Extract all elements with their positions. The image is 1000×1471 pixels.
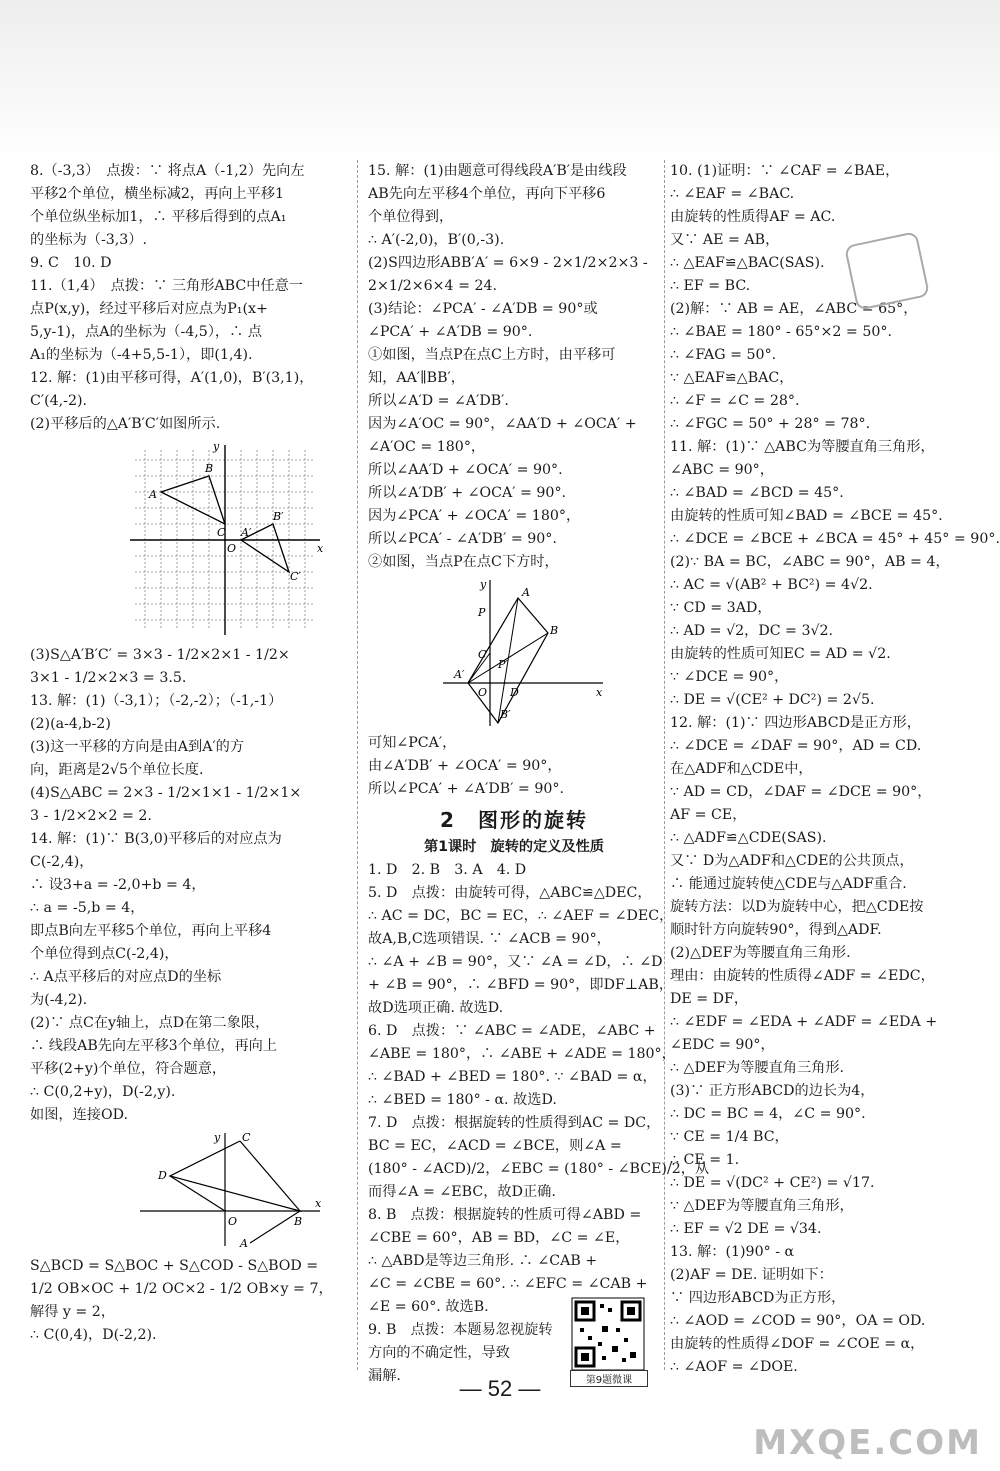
text-line: 12. 解：(1)由平移可得，A′(1,0)，B′(3,1)，: [30, 370, 314, 386]
vertex-label: A: [522, 586, 530, 599]
text-line: 因为∠A′OC = 90°，∠AA′D + ∠OCA′ +: [368, 416, 637, 432]
vertex-label: P′: [498, 658, 508, 671]
text-line: ∴ a = -5,b = 4，: [30, 900, 145, 916]
text-line: ∴ △ABD是等边三角形. ∴ ∠CAB +: [368, 1253, 598, 1269]
text-line: ∴ ∠EDF = ∠EDA + ∠ADF = ∠EDA +: [670, 1014, 938, 1030]
vertex-label: D: [158, 1169, 167, 1182]
text-line: BC = EC，∠ACD = ∠BCE，则∠A =: [368, 1138, 622, 1154]
text-line: 8.（-3,3） 点拨：∵ 将点A（-1,2）先向左: [30, 163, 305, 179]
text-line: 9. B 点拨：本题易忽视旋转: [368, 1322, 553, 1338]
text-line: 13. 解：(1)90° - α: [670, 1244, 795, 1260]
text-line: ∠PCA′ + ∠A′DB = 90°.: [368, 324, 533, 340]
vertex-label: B: [550, 624, 559, 637]
text-line: ∵ AD = CD，∠DAF = ∠DCE = 90°，: [670, 784, 932, 800]
axis-x-label: x: [596, 686, 603, 699]
page-number: — 52 —: [459, 1376, 541, 1401]
text-line: 15. 解：(1)由题意可得线段A′B′是由线段: [368, 163, 627, 179]
text-line: ∴ EF = BC.: [670, 278, 751, 294]
vertex-label: A′: [454, 668, 465, 681]
text-line: 10. (1)证明：∵ ∠CAF = ∠BAE，: [670, 163, 900, 179]
axis-x-label: x: [315, 1197, 322, 1210]
text-line: ∴ ∠F = ∠C = 28°.: [670, 393, 800, 409]
text-line: 12. 解：(1)∵ 四边形ABCD是正方形，: [670, 715, 921, 731]
text-line: ∴ ∠AOF = ∠DOE.: [670, 1359, 798, 1375]
text-line: DE = DF，: [670, 991, 749, 1007]
text-line: (180° - ∠ACD)/2，∠EBC = (180° - ∠BCE)/2，从: [368, 1161, 710, 1177]
text-line: 由旋转的性质可知EC = AD = √2.: [670, 646, 891, 662]
vertex-label: B′: [273, 510, 284, 523]
text-line: 3 - 1/2×2×2 = 2.: [30, 808, 152, 824]
text-line: ∴ △EAF≌△BAC(SAS).: [670, 255, 825, 271]
text-line: 5. D 点拨：由旋转可得，△ABC≌△DEC，: [368, 885, 652, 901]
text-line: 所以∠AA′D + ∠OCA′ = 90°.: [368, 462, 563, 478]
text-line: S△BCD = S△BOC + S△COD - S△BOD =: [30, 1258, 319, 1274]
text-line: 所以∠A′DB′ + ∠OCA′ = 90°.: [368, 485, 567, 501]
text-line: 在△ADF和△CDE中，: [670, 761, 813, 777]
text-line: 方向的不确定性，导致: [368, 1345, 510, 1361]
text-line: ∴ ∠BAE = 180° - 65°×2 = 50°.: [670, 324, 892, 340]
text-line: 由旋转的性质得∠DOF = ∠COE = α，: [670, 1336, 925, 1352]
text-line: ∴ A′(-2,0)，B′(0,-3).: [368, 232, 505, 248]
text-line: ∴ ∠FGC = 50° + 28° = 78°.: [670, 416, 871, 432]
text-line: ∴ ∠BAD + ∠BED = 180°. ∵ ∠BAD = α，: [368, 1069, 657, 1085]
text-line: 可知∠PCA′，: [368, 735, 457, 751]
text-line: 所以∠PCA′ + ∠A′DB′ = 90°.: [368, 781, 564, 797]
text-line: ∠A′OC = 180°，: [368, 439, 486, 455]
vertex-label: C: [217, 526, 226, 539]
text-line: 由旋转的性质可知∠BAD = ∠BCE = 45°.: [670, 508, 943, 524]
lesson-title: 第1课时 旋转的定义及性质: [423, 839, 605, 855]
text-line: ∴ ∠DCE = ∠DAF = 90°，AD = CD.: [670, 738, 922, 754]
origin-label: O: [228, 1215, 238, 1228]
vertex-label: B: [294, 1215, 303, 1228]
text-line: 因为∠PCA′ + ∠OCA′ = 180°，: [368, 508, 581, 524]
text-line: ∠EDC = 90°，: [670, 1037, 775, 1053]
text-line: ∠E = 60°. 故选B.: [368, 1299, 489, 1315]
text-line: ∴ DC = BC = 4，∠C = 90°.: [670, 1106, 866, 1122]
text-line: ∴ C(0,4)，D(-2,2).: [30, 1327, 157, 1343]
text-line: 旋转方法：以D为旋转中心，把△CDE按: [670, 899, 924, 915]
text-line: (4)S△ABC = 2×3 - 1/2×1×1 - 1/2×1×: [30, 785, 302, 801]
text-line: ∴ ∠BED = 180° - α. 故选D.: [368, 1092, 557, 1108]
text-line: ∴ 能通过旋转使△CDE与△ADF重合.: [670, 876, 907, 892]
text-line: 向，距离是2√5个单位长度.: [30, 762, 204, 778]
text-line: 平移(2+y)个单位，符合题意，: [30, 1061, 227, 1077]
text-line: (2)(a-4,b-2): [30, 716, 111, 732]
axis-y-label: y: [213, 440, 220, 453]
text-line: C′(4,-2).: [30, 393, 88, 409]
text-line: 所以∠A′D = ∠A′DB′.: [368, 393, 509, 409]
text-line: 即点B向左平移5个单位，再向上平移4: [30, 923, 272, 939]
text-line: 漏解.: [368, 1368, 401, 1384]
text-line: (2)∵ 点C在y轴上，点D在第二象限，: [30, 1015, 270, 1031]
text-line: ∴ △DEF为等腰直角三角形.: [670, 1060, 845, 1076]
section-title: 2 图形的旋转: [440, 808, 588, 832]
qr-code-icon[interactable]: [572, 1298, 644, 1370]
text-line: ∠CBE = 60°，AB = BD，∠C = ∠E，: [368, 1230, 630, 1246]
text-line: ∵ CE = 1/4 BC，: [670, 1129, 789, 1145]
text-line: 14. 解：(1)∵ B(3,0)平移后的对应点为: [30, 831, 282, 847]
text-line: 又∵ AE = AB，: [670, 232, 780, 248]
text-line: ∵ △DEF为等腰直角三角形，: [670, 1198, 854, 1214]
text-line: ∴ ∠BAD = ∠BCD = 45°.: [670, 485, 844, 501]
vertex-label: C: [478, 648, 487, 661]
text-line: ∵ CD = 3AD，: [670, 600, 772, 616]
text-line: 6. D 点拨：∵ ∠ABC = ∠ADE，∠ABC +: [368, 1023, 656, 1039]
text-line: 而得∠A = ∠EBC，故D正确.: [368, 1184, 556, 1200]
text-line: 1/2 OB×OC + 1/2 OC×2 - 1/2 OB×y = 7，: [30, 1281, 333, 1297]
text-line: 如图，连接OD.: [30, 1107, 128, 1123]
text-line: 11.（1,4） 点拨：∵ 三角形ABC中任意一: [30, 278, 303, 294]
text-line: ∴ EF = √2 DE = √34.: [670, 1221, 822, 1237]
column-right: [670, 160, 1000, 1379]
text-line: ∴ ∠A + ∠B = 90°，又∵ ∠A = ∠D，∴ ∠D: [368, 954, 663, 970]
column-divider: [357, 160, 358, 1370]
text-line: ∠ABC = 90°，: [670, 462, 774, 478]
text-line: 7. D 点拨：根据旋转的性质得到AC = DC，: [368, 1115, 661, 1131]
text-line: 故D选项正确. 故选D.: [368, 1000, 504, 1016]
text-line: ∵ △EAF≌△BAC，: [670, 370, 794, 386]
text-line: ∴ DE = √(DC² + CE²) = √17.: [670, 1175, 875, 1191]
origin-label: O: [478, 686, 488, 699]
text-line: 点P(x,y)，经过平移后对应点为P₁(x+: [30, 301, 268, 317]
text-line: ∴ C(0,2+y)，D(-2,y).: [30, 1084, 176, 1100]
vertex-label: C: [242, 1131, 251, 1144]
text-line: 又∵ D为△ADF和△CDE的公共顶点，: [670, 853, 914, 869]
text-line: ②如图，当点P在点C下方时，: [368, 554, 559, 570]
text-line: ∴ AC = √(AB² + BC²) = 4√2.: [670, 577, 873, 593]
text-line: ∴ ∠FAG = 50°.: [670, 347, 777, 363]
axis-x-label: x: [317, 542, 324, 555]
column-left: [30, 160, 350, 1347]
text-line: (3)这一平移的方向是由A到A′的方: [30, 739, 245, 755]
vertex-label: A: [240, 1237, 248, 1250]
text-line: 故A,B,C选项错误. ∵ ∠ACB = 90°，: [368, 931, 611, 947]
vertex-label: D: [510, 686, 519, 699]
text-line: AB先向左平移4个单位，再向下平移6: [368, 186, 606, 202]
text-line: C(-2,4)，: [30, 854, 94, 870]
text-line: 由旋转的性质得AF = AC.: [670, 209, 836, 225]
text-line: ①如图，当点P在点C上方时，由平移可: [368, 347, 616, 363]
text-line: (3)∵ 正方形ABCD的边长为4，: [670, 1083, 875, 1099]
text-line: (2)S四边形ABB′A′ = 6×9 - 2×1/2×2×3 -: [368, 255, 648, 271]
text-line: ∵ 四边形ABCD为正方形，: [670, 1290, 846, 1306]
text-line: 的坐标为（-3,3）.: [30, 232, 147, 248]
vertex-label: P: [478, 606, 486, 619]
vertex-label: C′: [290, 570, 301, 583]
text-line: ∴ A点平移后的对应点D的坐标: [30, 969, 222, 985]
text-line: ∴ AC = DC，BC = EC，∴ ∠AEF = ∠DEC，: [368, 908, 674, 924]
vertex-label: B: [205, 462, 214, 475]
text-line: (2)AF = DE. 证明如下：: [670, 1267, 833, 1283]
vertex-label: A: [149, 488, 157, 501]
text-line: 3×1 - 1/2×2×3 = 3.5.: [30, 670, 187, 686]
text-line: 2×1/2×6×4 = 24.: [368, 278, 498, 294]
text-line: (2)解：∵ AB = AE，∠ABC = 65°，: [670, 301, 918, 317]
text-line: 8. B 点拨：根据旋转的性质可得∠ABD =: [368, 1207, 642, 1223]
grid-figure-translation: [125, 440, 325, 640]
text-line: ∴ 设3+a = -2,0+b = 4，: [30, 877, 206, 893]
scan-top-shade: [0, 0, 1000, 160]
origin-label: O: [227, 542, 237, 555]
text-line: ∴ DE = √(CE² + DC²) = 2√5.: [670, 692, 875, 708]
text-line: 11. 解：(1)∵ △ABC为等腰直角三角形，: [670, 439, 935, 455]
text-line: 13. 解：(1)（-3,1）；（-2,-2）；（-1,-1）: [30, 693, 283, 709]
column-divider: [664, 160, 665, 1370]
text-line: ∴ △ADF≌△CDE(SAS).: [670, 830, 827, 846]
text-line: ∵ ∠DCE = 90°，: [670, 669, 789, 685]
text-line: (2)△DEF为等腰直角三角形.: [670, 945, 851, 961]
text-line: AF = CE，: [670, 807, 747, 823]
text-line: ∴ CE = 1.: [670, 1152, 740, 1168]
text-line: 顺时针方向旋转90°，得到△ADF.: [670, 922, 882, 938]
text-line: (3)结论：∠PCA′ - ∠A′DB = 90°或: [368, 301, 598, 317]
text-line: 个单位纵坐标加1，∴ 平移后得到的点A₁: [30, 209, 287, 225]
text-line: 平移2个单位，横坐标减2，再向上平移1: [30, 186, 285, 202]
text-line: 所以∠PCA′ - ∠A′DB′ = 90°.: [368, 531, 557, 547]
text-line: ∴ AD = √2，DC = 3√2.: [670, 623, 834, 639]
axis-y-label: y: [480, 578, 487, 591]
text-line: ∴ 线段AB先向左平移3个单位，再向上: [30, 1038, 278, 1054]
text-line: 知，AA′∥BB′，: [368, 370, 465, 386]
text-line: (3)S△A′B′C′ = 3×3 - 1/2×2×1 - 1/2×: [30, 647, 290, 663]
text-line: ∴ ∠AOD = ∠COD = 90°，OA = OD.: [670, 1313, 926, 1329]
text-line: ∴ ∠EAF = ∠BAC.: [670, 186, 795, 202]
vertex-label: A′: [241, 526, 252, 539]
text-line: A₁的坐标为（-4+5,5-1），即(1,4).: [30, 347, 253, 363]
parallelogram-figure: [438, 578, 608, 728]
text-line: (2)∵ BA = BC，∠ABC = 90°，AB = 4，: [670, 554, 950, 570]
text-line: + ∠B = 90°，∴ ∠BFD = 90°，即DF⊥AB，: [368, 977, 674, 993]
text-line: 个单位得到点C(-2,4)，: [30, 946, 179, 962]
text-line: 为(-4,2).: [30, 992, 88, 1008]
text-line: ∠ABE = 180°，∴ ∠ABE + ∠ADE = 180°，: [368, 1046, 676, 1062]
text-line: 解得 y = 2，: [30, 1304, 116, 1320]
axis-y-label: y: [214, 1131, 221, 1144]
watermark: MXQE.COM: [753, 1423, 982, 1463]
text-line: ∠C = ∠CBE = 60°. ∴ ∠EFC = ∠CAB +: [368, 1276, 648, 1292]
qr-caption: 第9题微课: [570, 1370, 648, 1387]
text-line: 个单位得到，: [368, 209, 454, 225]
text-line: 理由：由旋转的性质得∠ADF = ∠EDC，: [670, 968, 935, 984]
text-line: (2)平移后的△A′B′C′如图所示.: [30, 416, 221, 432]
text-line: ∴ ∠DCE = ∠BCE + ∠BCA = 45° + 45° = 90°.: [670, 531, 1000, 547]
text-line: 9. C 10. D: [30, 255, 112, 271]
coordinate-figure-cdob: [130, 1131, 330, 1251]
text-line: 5,y-1)，点A的坐标为（-4,5），∴ 点: [30, 324, 262, 340]
text-line: 1. D 2. B 3. A 4. D: [368, 862, 527, 878]
text-line: 由∠A′DB′ + ∠OCA′ = 90°，: [368, 758, 562, 774]
vertex-label: B′: [500, 708, 511, 721]
